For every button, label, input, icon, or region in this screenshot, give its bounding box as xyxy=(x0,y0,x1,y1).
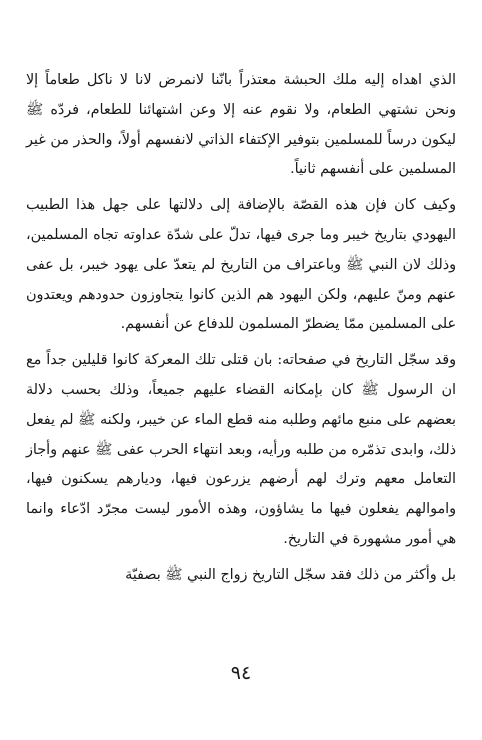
paragraph-4: بل وأكثر من ذلك فقد سجّل التاريخ زواج النبي ﷺ بصفيّة xyxy=(125,566,456,583)
paragraph-1: الذي اهداه إليه ملك الحبشة معتذراً بانّنا لانمرض لانا لا ناكل طعاماً إلا ونحن نشتهي الطعام، ولا نقوم عنه إلا وعن اشتهائنا للطعام، فردّه ﷺ ليكون درساً للمسلمين بتوفير الإكتفاء الذاتي لانفسهم أولاً، والحذر من غير المسلمين على أنفسهم ثانياً. xyxy=(26,72,456,178)
page-number: ٩٤ xyxy=(230,662,252,684)
paragraph-2: وكيف كان فإن هذه القصّة بالإضافة إلى دلالتها على جهل هذا الطبيب اليهودي بتاريخ خيبر وما جرى فيها، تدلّ على شدّة عداوته تجاه المسلمين، وذلك لان النبي ﷺ وباعتراف من التاريخ لم يتعدّ على يهود خيبر، بل عفى عنهم ومنّ عليهم، ولكن اليهود هم الذين كانوا يتجاوزون حدودهم ويعتدون على المسلمين ممّا يضطرّ المسلمون للدفاع عن أنفسهم. xyxy=(26,197,456,333)
paragraph-3: وقد سجّل التاريخ في صفحاته: بان قتلى تلك المعركة كانوا قليلين جداً مع ان الرسول ﷺ كان بإمكانه القضاء عليهم جميعاً، وذلك بحسب دلالة بعضهم على منبع مائهم وطلبه منه قطع الماء عن خيبر، ولكنه ﷺ لم يفعل ذلك، وابدى تذمّره من طلبه ورأيه، وبعد انتهاء الحرب عفى ﷺ عنهم وأجاز التعامل معهم وترك لهم أرضهم يزرعون فيها، وديارهم يسكنون فيها، واموالهم يفعلون فيها ما يشاؤون، وهذه الأمور ليست مجرّد ادّعاء وانما هي أمور مشهورة في التاريخ. xyxy=(26,352,456,547)
body-text xyxy=(26,66,456,591)
